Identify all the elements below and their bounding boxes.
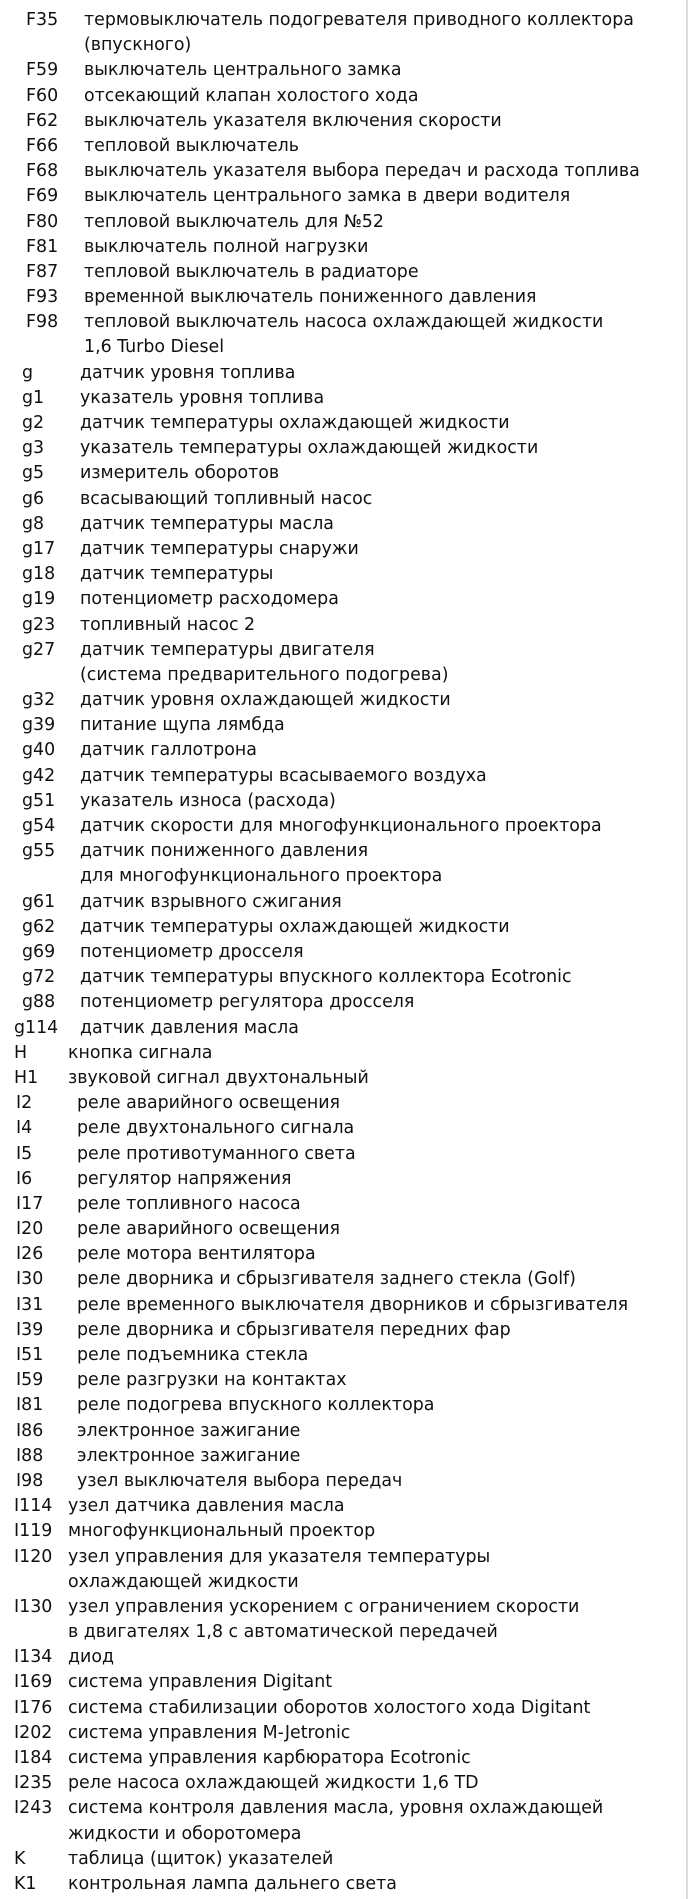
entry-code: g32 [22, 690, 56, 711]
legend-entry [0, 1746, 690, 1771]
entry-description-line: датчик скорости для многофункционального проектора [80, 816, 602, 837]
entry-description [80, 537, 690, 562]
entry-code: g19 [22, 589, 56, 610]
legend-entry [0, 1721, 690, 1746]
legend-entry [0, 159, 690, 184]
entry-code: F87 [26, 261, 59, 282]
entry-description [77, 1444, 690, 1469]
legend-entry [0, 285, 690, 310]
legend-entry [0, 1645, 690, 1670]
entry-description [84, 260, 690, 285]
entry-code: g72 [22, 967, 56, 988]
entry-description-line: 1,6 Turbo Diesel [84, 337, 225, 358]
legend-entry [0, 814, 690, 839]
entry-description-line: диод [68, 1647, 114, 1668]
entry-code: g2 [22, 413, 45, 434]
entry-description [77, 1343, 690, 1368]
entry-code: K1 [14, 1873, 37, 1894]
entry-description [80, 461, 690, 486]
entry-code: I119 [14, 1521, 53, 1542]
entry-description [80, 990, 690, 1015]
legend-entry [0, 235, 690, 260]
entry-code: F62 [26, 110, 59, 131]
entry-code: I202 [14, 1722, 53, 1743]
entry-description-line: регулятор напряжения [77, 1168, 292, 1189]
legend-entry [0, 184, 690, 209]
entry-code: I2 [16, 1093, 33, 1114]
legend-entry [0, 1116, 690, 1141]
entry-description [84, 84, 690, 109]
legend-entry [0, 789, 690, 814]
legend-entry [0, 1494, 690, 1519]
entry-description-line: реле мотора вентилятора [77, 1244, 316, 1265]
legend-entry [0, 411, 690, 436]
entry-description-line: указатель уровня топлива [80, 387, 325, 408]
legend-entry [0, 1872, 690, 1897]
entry-description-line: датчик давления масла [80, 1017, 299, 1038]
legend-entry [0, 713, 690, 738]
entry-description [80, 839, 690, 889]
legend-entry [0, 386, 690, 411]
entry-code: I31 [16, 1294, 44, 1315]
legend-entry [0, 1267, 690, 1292]
entry-code: g18 [22, 564, 56, 585]
entry-description-line: датчик температуры впускного коллектора Ecotronic [80, 967, 572, 988]
entry-description-line: выключатель указателя включения скорости [84, 110, 502, 131]
entry-description [80, 789, 690, 814]
entry-description-line: датчик температуры [80, 564, 274, 585]
entry-code: I88 [16, 1445, 44, 1466]
entry-code: I176 [14, 1697, 53, 1718]
entry-description [84, 58, 690, 83]
entry-description [68, 1645, 690, 1670]
legend-entry [0, 1343, 690, 1368]
legend-entry [0, 1242, 690, 1267]
entry-description [68, 1066, 690, 1091]
entry-description [68, 1847, 690, 1872]
entry-code: I184 [14, 1748, 53, 1769]
entry-description-line: выключатель центрального замка в двери водителя [84, 186, 571, 207]
legend-entry [0, 512, 690, 537]
entry-description-line: датчик температуры охлаждающей жидкости [80, 916, 510, 937]
entry-description-line: датчик пониженного давления [80, 841, 369, 862]
entry-description [80, 487, 690, 512]
entry-code: I17 [16, 1193, 44, 1214]
entry-description-line: датчик температуры всасываемого воздуха [80, 765, 487, 786]
entry-description-line: реле дворника и сбрызгивателя передних фар [77, 1319, 511, 1340]
entry-code: I59 [16, 1370, 44, 1391]
entry-code: I6 [16, 1168, 33, 1189]
entry-description [77, 1242, 690, 1267]
entry-description [80, 688, 690, 713]
legend-entry [0, 1444, 690, 1469]
entry-description-line: реле подогрева впускного коллектора [77, 1395, 435, 1416]
entry-code: I114 [14, 1496, 53, 1517]
entry-code: I134 [14, 1647, 53, 1668]
entry-description [80, 512, 690, 537]
entry-description [80, 915, 690, 940]
entry-code: F69 [26, 186, 59, 207]
legend-entry [0, 940, 690, 965]
entry-description [80, 361, 690, 386]
entry-description [80, 386, 690, 411]
entry-description [77, 1167, 690, 1192]
entry-description [84, 184, 690, 209]
entry-description [80, 562, 690, 587]
entry-description-line: указатель износа (расхода) [80, 790, 336, 811]
legend-entry [0, 1419, 690, 1444]
entry-description [80, 411, 690, 436]
legend-entry [0, 1771, 690, 1796]
legend-entry [0, 310, 690, 360]
entry-description [68, 1696, 690, 1721]
entry-code: g114 [14, 1017, 59, 1038]
entry-description-line: выключатель центрального замка [84, 60, 402, 81]
entry-code: I5 [16, 1143, 33, 1164]
entry-description-line: отсекающий клапан холостого хода [84, 85, 419, 106]
legend-entry [0, 965, 690, 990]
entry-code: g51 [22, 790, 56, 811]
entry-description-line: реле аварийного освещения [77, 1219, 340, 1240]
entry-code: I235 [14, 1773, 53, 1794]
entry-description-line: реле аварийного освещения [77, 1093, 340, 1114]
entry-description [77, 1318, 690, 1343]
entry-description [68, 1771, 690, 1796]
entry-code: I243 [14, 1798, 53, 1819]
entry-code: g6 [22, 488, 45, 509]
entry-description [68, 1041, 690, 1066]
entry-description-line: жидкости и оборотомера [68, 1823, 302, 1844]
entry-description [80, 638, 690, 688]
entry-description [80, 738, 690, 763]
entry-description-line: измеритель оборотов [80, 463, 280, 484]
legend-entry [0, 537, 690, 562]
legend-entry [0, 764, 690, 789]
entry-code: I86 [16, 1420, 44, 1441]
entry-code: I169 [14, 1672, 53, 1693]
entry-description-line: электронное зажигание [77, 1445, 301, 1466]
legend-entry [0, 688, 690, 713]
entry-description-line: тепловой выключатель для №52 [84, 211, 384, 232]
entry-description-line: указатель температуры охлаждающей жидкости [80, 438, 539, 459]
entry-description-line: узел управления ускорением с ограничением скорости [68, 1596, 580, 1617]
entry-description [84, 235, 690, 260]
entry-code: I30 [16, 1269, 44, 1290]
entry-description [68, 1595, 690, 1645]
entry-description-line: контрольная лампа дальнего света [68, 1873, 397, 1894]
entry-description [80, 436, 690, 461]
entry-description-line: охлаждающей жидкости [68, 1571, 299, 1592]
entry-description-line: потенциометр регулятора дросселя [80, 992, 415, 1013]
entry-code: F60 [26, 85, 59, 106]
entry-description [77, 1393, 690, 1418]
legend-entry [0, 738, 690, 763]
legend-entry [0, 436, 690, 461]
legend-entry [0, 58, 690, 83]
entry-description-line: электронное зажигание [77, 1420, 301, 1441]
entry-code: g88 [22, 992, 56, 1013]
entry-description [68, 1872, 690, 1897]
entry-code: g42 [22, 765, 56, 786]
legend-entry [0, 1016, 690, 1041]
entry-description-line: звуковой сигнал двухтональный [68, 1067, 369, 1088]
legend-entry [0, 210, 690, 235]
entry-code: g1 [22, 387, 45, 408]
entry-description-line: реле подъемника стекла [77, 1345, 309, 1365]
entry-code: g55 [22, 841, 56, 862]
legend-entry [0, 1217, 690, 1242]
entry-description-line: узел датчика давления масла [68, 1496, 345, 1517]
entry-description-line: датчик температуры масла [80, 513, 334, 534]
entry-description [84, 159, 690, 184]
entry-description [84, 109, 690, 134]
entry-description-line: тепловой выключатель [84, 135, 300, 156]
entry-description [77, 1368, 690, 1393]
entry-description [68, 1796, 690, 1846]
entry-code: g61 [22, 891, 56, 912]
entry-description-line: тепловой выключатель в радиаторе [84, 261, 419, 282]
entry-code: I39 [16, 1319, 44, 1340]
entry-code: g69 [22, 942, 56, 962]
entry-description-line: таблица (щиток) указателей [68, 1848, 334, 1869]
entry-code: F35 [26, 10, 59, 30]
legend-entry [0, 461, 690, 486]
entry-description-line: система управления Digitant [68, 1672, 333, 1693]
legend-entry [0, 1142, 690, 1167]
page-edge-line [686, 0, 688, 1899]
entry-description [77, 1293, 690, 1318]
legend-entry [0, 109, 690, 134]
entry-code: g [22, 362, 34, 383]
entry-description [68, 1545, 690, 1595]
entry-description-line: датчик галлотрона [80, 740, 257, 761]
entry-description [68, 1494, 690, 1519]
entry-description [77, 1267, 690, 1292]
legend-entry [0, 1519, 690, 1544]
entry-description [68, 1721, 690, 1746]
entry-description-line: реле разгрузки на контактах [77, 1370, 347, 1391]
entry-code: F59 [26, 60, 59, 81]
legend-entry [0, 990, 690, 1015]
legend-entry [0, 8, 690, 58]
entry-description-line: потенциометр расходомера [80, 589, 339, 610]
entry-code: F68 [26, 161, 59, 182]
entry-description [77, 1469, 690, 1494]
entry-description-line: реле двухтонального сигнала [77, 1118, 355, 1139]
entry-description-line: временной выключатель пониженного давления [84, 287, 537, 308]
entry-code: I98 [16, 1470, 44, 1491]
legend-entry [0, 587, 690, 612]
legend-entry [0, 1318, 690, 1343]
entry-code: g8 [22, 513, 45, 534]
entry-description [84, 8, 690, 58]
entry-description-line: многофункциональный проектор [68, 1521, 376, 1542]
entry-description-line: топливный насос 2 [80, 614, 256, 635]
legend-entry [0, 260, 690, 285]
entry-description [80, 890, 690, 915]
entry-code: I51 [16, 1345, 44, 1365]
entry-description-line: реле противотуманного света [77, 1143, 356, 1164]
legend-entry [0, 1796, 690, 1846]
entry-description-line: питание щупа лямбда [80, 715, 285, 736]
entry-description [80, 940, 690, 965]
legend-entry [0, 1595, 690, 1645]
entry-code: F98 [26, 312, 59, 333]
legend-entry [0, 1847, 690, 1872]
legend-entry [0, 613, 690, 638]
entry-description [80, 713, 690, 738]
entry-code: F93 [26, 287, 59, 308]
entry-code: g23 [22, 614, 56, 635]
entry-description [77, 1192, 690, 1217]
entry-description [68, 1746, 690, 1771]
entry-description [84, 285, 690, 310]
legend-entry [0, 84, 690, 109]
entry-code: H [14, 1042, 28, 1063]
entry-description [80, 764, 690, 789]
entry-description-line: система управления M-Jetronic [68, 1722, 351, 1743]
entry-description [84, 134, 690, 159]
entry-description-line: всасывающий топливный насос [80, 488, 373, 509]
entry-description-line: датчик уровня охлаждающей жидкости [80, 690, 451, 711]
entry-code: I130 [14, 1596, 53, 1617]
entry-description-line: система контроля давления масла, уровня охлаждающей [68, 1798, 604, 1819]
entry-code: g40 [22, 740, 56, 761]
entry-description-line: система управления карбюратора Ecotronic [68, 1748, 471, 1769]
legend-entry [0, 915, 690, 940]
entry-description [84, 210, 690, 235]
entry-description-line: термовыключатель подогревателя приводного коллектора [84, 10, 634, 30]
entry-description [80, 965, 690, 990]
entry-description [77, 1217, 690, 1242]
entry-code: I4 [16, 1118, 33, 1139]
legend-entry [0, 134, 690, 159]
entry-description-line: реле временного выключателя дворников и сбрызгивателя [77, 1294, 629, 1315]
entry-description [68, 1670, 690, 1695]
entry-description [80, 613, 690, 638]
legend-entry [0, 1293, 690, 1318]
legend-entry [0, 1545, 690, 1595]
entry-description [77, 1116, 690, 1141]
legend-entry [0, 1066, 690, 1091]
legend-entry [0, 361, 690, 386]
entry-description-line: реле насоса охлаждающей жидкости 1,6 TD [68, 1773, 479, 1794]
entry-code: F81 [26, 236, 59, 257]
legend-entry [0, 487, 690, 512]
entry-code: g27 [22, 639, 56, 660]
entry-description [80, 814, 690, 839]
entry-description-line: датчик уровня топлива [80, 362, 296, 383]
entry-description-line: реле топливного насоса [77, 1193, 301, 1214]
entry-description-line: датчик взрывного сжигания [80, 891, 342, 912]
entry-code: g62 [22, 916, 56, 937]
entry-code: I26 [16, 1244, 44, 1265]
entry-description [84, 310, 690, 360]
entry-description-line: датчик температуры снаружи [80, 538, 359, 559]
entry-description-line: датчик температуры двигателя [80, 639, 375, 660]
entry-code: K [14, 1848, 26, 1869]
entry-code: g17 [22, 538, 56, 559]
entry-code: g5 [22, 463, 45, 484]
entry-description-line: для многофункционального проектора [80, 866, 443, 887]
legend-entry [0, 1091, 690, 1116]
entry-description [77, 1142, 690, 1167]
entry-description-line: (система предварительного подогрева) [80, 664, 449, 685]
legend-entry [0, 638, 690, 688]
legend-entry [0, 839, 690, 889]
entry-code: g39 [22, 715, 56, 736]
entry-code: I20 [16, 1219, 44, 1240]
entry-code: g54 [22, 816, 56, 837]
legend-entry [0, 1670, 690, 1695]
entry-description-line: кнопка сигнала [68, 1042, 213, 1063]
entry-description-line: (впускного) [84, 35, 192, 56]
component-legend-list [0, 8, 690, 1897]
entry-description-line: датчик температуры охлаждающей жидкости [80, 413, 510, 434]
legend-entry [0, 1192, 690, 1217]
entry-description-line: потенциометр дросселя [80, 942, 304, 962]
entry-description [80, 1016, 690, 1041]
entry-code: I81 [16, 1395, 44, 1416]
legend-entry [0, 562, 690, 587]
entry-description-line: реле дворника и сбрызгивателя заднего стекла (Golf) [77, 1269, 576, 1290]
legend-entry [0, 1469, 690, 1494]
entry-code: F80 [26, 211, 59, 232]
legend-entry [0, 1393, 690, 1418]
entry-description-line: в двигателях 1,8 с автоматической передачей [68, 1622, 498, 1643]
entry-description [68, 1519, 690, 1544]
legend-entry [0, 1041, 690, 1066]
entry-description-line: узел управления для указателя температуры [68, 1546, 491, 1567]
legend-entry [0, 1167, 690, 1192]
legend-entry [0, 1696, 690, 1721]
legend-entry [0, 1368, 690, 1393]
entry-description-line: выключатель полной нагрузки [84, 236, 369, 257]
entry-description [77, 1419, 690, 1444]
entry-code: I120 [14, 1546, 53, 1567]
entry-description-line: система стабилизации оборотов холостого хода Digitant [68, 1697, 591, 1718]
entry-code: H1 [14, 1067, 39, 1088]
entry-description-line: тепловой выключатель насоса охлаждающей жидкости [84, 312, 604, 333]
entry-code: g3 [22, 438, 45, 459]
entry-description [77, 1091, 690, 1116]
entry-code: F66 [26, 135, 59, 156]
entry-description [80, 587, 690, 612]
legend-entry [0, 890, 690, 915]
entry-description-line: выключатель указателя выбора передач и расхода топлива [84, 161, 640, 182]
entry-description-line: узел выключателя выбора передач [77, 1470, 403, 1491]
